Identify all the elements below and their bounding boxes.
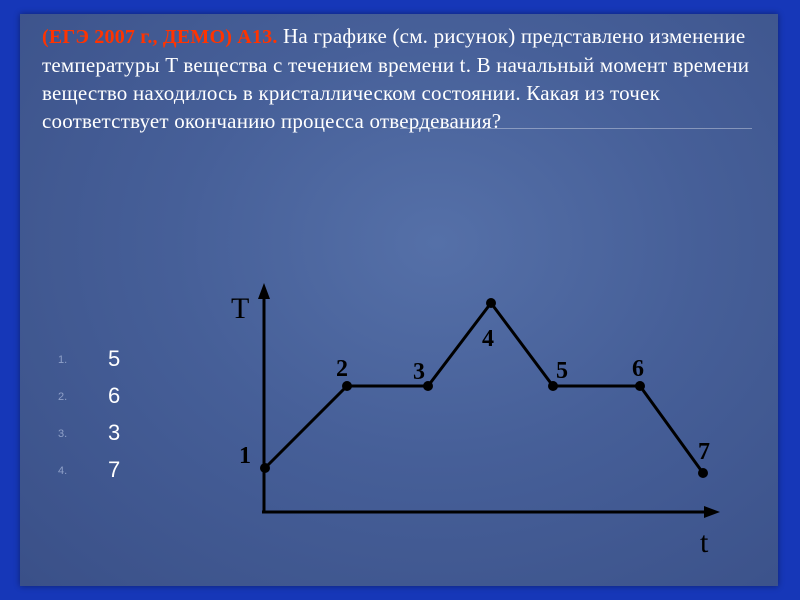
point-label-7: 7 <box>698 439 710 465</box>
graph-point-1 <box>260 463 270 473</box>
answer-number: 2. <box>58 391 68 403</box>
answer-number: 3. <box>58 428 68 440</box>
graph-point-6 <box>635 381 645 391</box>
answer-value: 7 <box>108 457 121 482</box>
answer-number: 1. <box>58 354 68 366</box>
answer-number: 4. <box>58 465 68 477</box>
y-axis-label: T <box>231 292 250 325</box>
y-axis-arrow <box>258 283 270 299</box>
answer-value: 5 <box>108 346 121 371</box>
point-label-6: 6 <box>632 356 644 382</box>
graph-point-7 <box>698 468 708 478</box>
point-label-1: 1 <box>239 443 251 469</box>
point-label-2: 2 <box>336 356 348 382</box>
x-axis-arrow <box>704 506 720 518</box>
graph-point-2 <box>342 381 352 391</box>
answer-value: 3 <box>108 420 121 445</box>
question-source: (ЕГЭ 2007 г., ДЕМО) А13. <box>42 26 278 48</box>
question-body: На графике (см. рисунок) представлено изменение температуры T вещества с течением времени t. В начальный момент времени вещество находилось в кристаллическом состоянии. Какая из точек соответствует окончанию процесса отвердевания? <box>42 24 750 133</box>
point-label-3: 3 <box>413 359 425 385</box>
answer-value: 6 <box>108 383 121 408</box>
graph-point-4 <box>486 298 496 308</box>
point-label-5: 5 <box>556 358 568 384</box>
x-axis-label: t <box>700 526 709 559</box>
point-label-4: 4 <box>482 326 494 352</box>
